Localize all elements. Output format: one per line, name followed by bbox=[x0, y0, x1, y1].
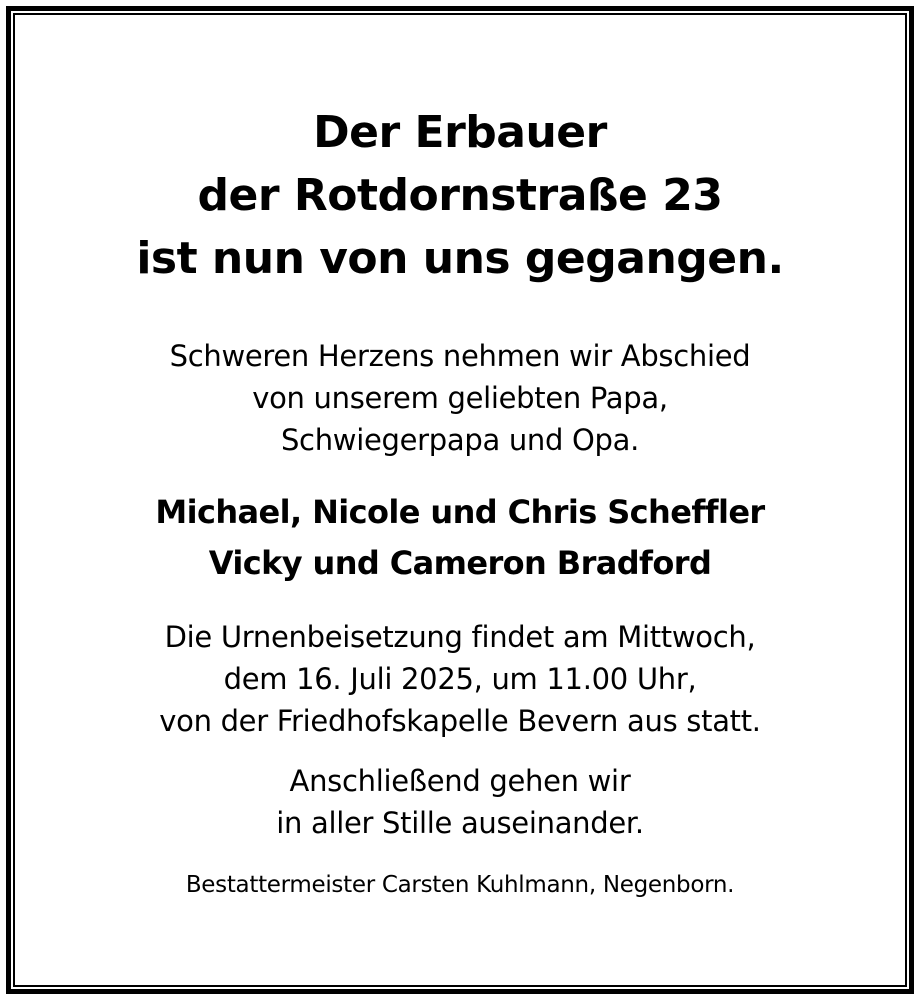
undertaker-credit: Bestattermeister Carsten Kuhlmann, Negenborn. bbox=[185, 872, 735, 898]
closing-text bbox=[13, 760, 907, 844]
service-line-1: Die Urnenbeisetzung findet am Mittwoch, bbox=[164, 620, 756, 654]
service-details bbox=[13, 616, 907, 742]
mourner-line-2: Vicky und Cameron Bradford bbox=[208, 544, 712, 582]
intro-line-2: von unserem geliebten Papa, bbox=[252, 381, 668, 415]
service-line-2: dem 16. Juli 2025, um 11.00 Uhr, bbox=[223, 662, 697, 696]
headline-line-1: Der Erbauer bbox=[313, 107, 607, 158]
closing-line-2: in aller Stille auseinander. bbox=[276, 806, 644, 840]
intro-line-1: Schweren Herzens nehmen wir Abschied bbox=[169, 339, 751, 373]
mourner-names bbox=[13, 487, 907, 589]
obituary-notice bbox=[13, 13, 907, 987]
headline-line-3: ist nun von uns gegangen. bbox=[136, 233, 784, 284]
headline-line-2: der Rotdornstraße 23 bbox=[197, 170, 723, 221]
headline bbox=[13, 101, 907, 290]
intro-text bbox=[13, 335, 907, 461]
closing-line-1: Anschließend gehen wir bbox=[289, 764, 631, 798]
intro-line-3: Schwiegerpapa und Opa. bbox=[280, 423, 640, 457]
mourner-line-1: Michael, Nicole und Chris Scheffler bbox=[155, 493, 765, 531]
service-line-3: von der Friedhofskapelle Bevern aus statt. bbox=[159, 704, 761, 738]
